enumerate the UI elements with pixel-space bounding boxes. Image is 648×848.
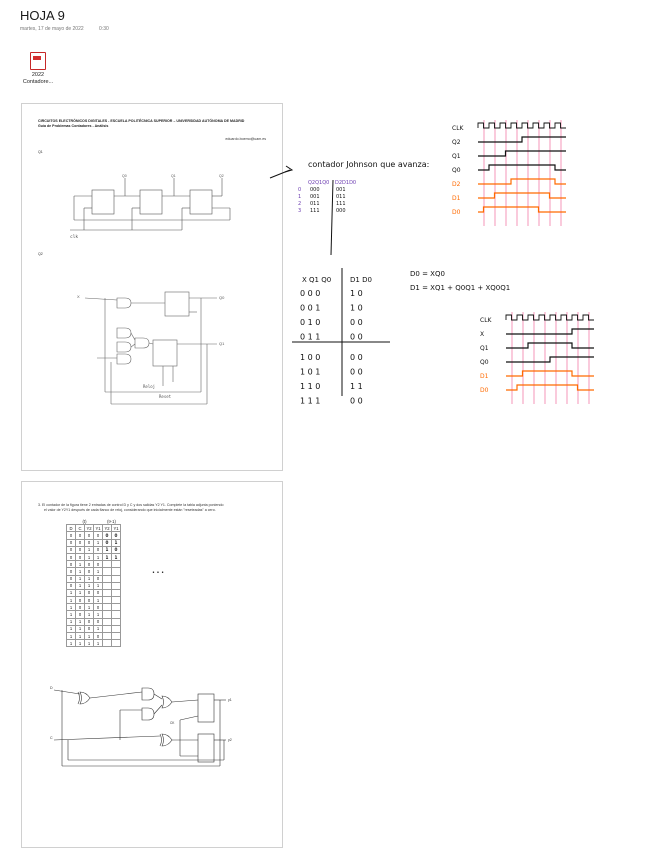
table-cell: 0 (85, 618, 94, 625)
question-3-line2: el valor de Y2Y1 después de cada flanco de reloj, considerando que inicialmente están "reseteadas" a cero. (44, 508, 216, 512)
waveform-trace (478, 193, 566, 198)
column-header: D (67, 525, 76, 532)
table-cell: 1 (94, 625, 103, 632)
table-cell[interactable]: 0 (103, 539, 112, 546)
waveform-trace (506, 357, 594, 362)
q0-output-label: Q0 (219, 295, 225, 300)
table-cell: 0 (94, 561, 103, 568)
ink-row-inputs: 0 0 0 (300, 289, 321, 298)
table-cell: 1 (85, 640, 94, 647)
ink-row-outputs: 1 0 (350, 289, 363, 298)
waveform-label: Q2 (452, 139, 461, 146)
table-cell: 1 (67, 604, 76, 611)
ink-row-inputs: 0 1 1 (300, 332, 321, 342)
note-title[interactable]: HOJA 9 (20, 8, 65, 23)
waveform-trace (478, 207, 566, 212)
table-cell: 1 (85, 611, 94, 618)
waveform-label: Q1 (480, 345, 489, 352)
table-cell: 0 (85, 589, 94, 596)
waveform-label: D2 (452, 181, 461, 188)
table-cell: 1 (94, 640, 103, 647)
column-header: Y2 (86, 525, 92, 531)
table-cell[interactable]: 1 (103, 553, 112, 560)
attachment-name: Contadore... (22, 79, 54, 85)
table-cell: 0 (94, 546, 103, 553)
table-cell: 1 (76, 640, 85, 647)
table-cell[interactable]: 1 (103, 546, 112, 553)
ink-state-d: 000 (336, 208, 346, 214)
table-cell: 0 (94, 604, 103, 611)
ink-state-q: 000 (310, 187, 320, 193)
head-t1: (t+1) (107, 518, 116, 524)
table-cell: 0 (67, 582, 76, 589)
table-cell: 1 (76, 582, 85, 589)
question-3-line1: 3. El contador de la figura tiene 2 entradas de control D y C y dos salidas Y2 Y1. Complete la tabla adjunta poniendo (38, 503, 224, 507)
table-cell: 1 (76, 575, 85, 582)
waveform-label: Q0 (480, 359, 489, 366)
table-cell[interactable]: 0 (103, 532, 112, 539)
ink-state-index: 1 (298, 194, 302, 200)
ink-table-1 (298, 187, 346, 214)
waveform-trace (478, 151, 566, 156)
q2-label: Q2 (219, 174, 224, 178)
ink-caption: contador Johnson que avanza: (308, 160, 430, 169)
table-cell: 1 (76, 568, 85, 575)
page1-email: eduardo.boemo@uam.es (225, 137, 266, 141)
ink-row-outputs: 0 0 (350, 318, 363, 327)
table-cell: 1 (67, 633, 76, 640)
table-cell: 1 (85, 553, 94, 560)
waveform-trace (478, 179, 566, 184)
ink-row-outputs: 1 0 (350, 303, 363, 313)
table-cell[interactable]: 0 (112, 532, 121, 539)
question-2: Q2 (38, 252, 43, 256)
note-date: martes, 17 de mayo de 2022 (20, 26, 84, 32)
table-cell: 1 (85, 604, 94, 611)
column-header: Y1 (95, 525, 101, 531)
table-cell: 1 (67, 611, 76, 618)
clk-label: clk (70, 235, 79, 240)
table-cell: 1 (67, 640, 76, 647)
ink-row-outputs: 1 1 (350, 382, 363, 391)
page1-header2: Guía de Problemas Contadores - Análisis (38, 124, 109, 128)
waveform-label: D1 (480, 373, 489, 380)
table-cell: 1 (94, 597, 103, 604)
table-cell: 1 (76, 625, 85, 632)
ink-row-inputs: 1 1 1 (300, 396, 321, 406)
table-cell: 0 (94, 575, 103, 582)
table-cell: 1 (67, 597, 76, 604)
attachment-year: 2022 (31, 72, 45, 78)
question-1: Q1 (38, 150, 43, 154)
ink-tbl2-head-d: D1 D0 (350, 276, 372, 284)
timing-diagram-2 (480, 312, 594, 404)
table-cell: 1 (76, 618, 85, 625)
table-cell[interactable]: 1 (112, 539, 121, 546)
table-cell: 0 (85, 532, 94, 539)
reloj-label: Reloj (143, 384, 156, 389)
ck-label: CK (170, 721, 175, 725)
table-cell: 0 (76, 611, 85, 618)
ink-dots: • • • (152, 570, 165, 576)
table-cell[interactable]: 1 (112, 553, 121, 560)
table-cell: 0 (67, 539, 76, 546)
table-cell: 1 (85, 582, 94, 589)
waveform-label: X (480, 331, 485, 338)
ink-tbl2-head-x: X Q1 Q0 (302, 276, 332, 284)
ink-tbl1-head-q: Q2Q1Q0 (308, 180, 330, 186)
table-cell: 0 (76, 532, 85, 539)
table-cell: 1 (67, 618, 76, 625)
waveform-trace (506, 385, 594, 390)
column-header: Y1 (113, 525, 119, 531)
waveform-label: Q0 (452, 167, 461, 174)
waveform-trace (478, 123, 566, 128)
waveform-label: D0 (480, 387, 489, 394)
table-cell[interactable]: 0 (112, 546, 121, 553)
table-cell: 0 (76, 604, 85, 611)
page1-header1: CIRCUITOS ELECTRÓNICOS DIGITALES - ESCUELA POLITÉCNICA SUPERIOR – UNIVERSIDAD AUTÓNOMA DE MADRID (38, 119, 245, 123)
table-cell: 0 (67, 568, 76, 575)
timing-diagram-1 (452, 120, 566, 226)
table-cell: 0 (67, 546, 76, 553)
ink-row-inputs: 1 0 1 (300, 367, 321, 377)
ink-eq-d1: D1 = XQ1 + Q0Q1 + XQ0Q1 (410, 284, 511, 292)
table-cell: 1 (85, 633, 94, 640)
ink-state-d: 111 (336, 201, 346, 207)
head-t: (t) (82, 518, 87, 524)
note-time: 0:30 (99, 26, 109, 32)
waveform-trace (478, 165, 566, 170)
reset-label: Reset (159, 394, 172, 399)
y2-output-label: y2 (228, 738, 232, 742)
ink-row-inputs: 1 0 0 (300, 353, 321, 362)
waveform-trace (506, 343, 594, 348)
waveform-trace (506, 371, 594, 376)
table-cell: 1 (67, 589, 76, 596)
table-cell: 1 (67, 625, 76, 632)
table-cell: 0 (76, 546, 85, 553)
column-header: Y2 (104, 525, 110, 531)
ink-state-index: 2 (298, 201, 302, 207)
d-input-label: D (50, 686, 53, 690)
waveform-label: CLK (452, 125, 464, 132)
ink-state-d: 001 (336, 187, 346, 193)
q1-label: Q1 (171, 174, 176, 178)
q0-label: Q0 (122, 174, 127, 178)
table-cell: 1 (94, 539, 103, 546)
table-cell: 1 (94, 568, 103, 575)
ink-eq-d0: D0 = XQ0 (410, 270, 445, 278)
table-cell: 0 (94, 618, 103, 625)
table-cell: 0 (67, 561, 76, 568)
ink-state-index: 0 (298, 187, 302, 193)
ink-state-d: 011 (336, 194, 346, 200)
table-cell: 1 (94, 553, 103, 560)
column-header: C (76, 525, 85, 532)
ink-tbl1-head-d: D2D1D0 (335, 180, 357, 186)
waveform-label: D0 (452, 209, 461, 216)
table-cell: 0 (85, 568, 94, 575)
table-cell: 1 (76, 589, 85, 596)
table-cell: 0 (94, 532, 103, 539)
table-cell: 0 (94, 633, 103, 640)
waveform-trace (506, 329, 594, 334)
y1-output-label: y1 (228, 698, 232, 702)
waveform-label: Q1 (452, 153, 461, 160)
ink-state-q: 111 (310, 208, 320, 214)
table-cell: 1 (94, 611, 103, 618)
waveform-label: D1 (452, 195, 461, 202)
table-cell: 0 (76, 553, 85, 560)
table-cell: 1 (76, 561, 85, 568)
c-input-label: C (50, 736, 53, 740)
table-cell: 0 (76, 597, 85, 604)
ink-row-outputs: 0 0 (350, 396, 363, 406)
table-cell: 0 (85, 625, 94, 632)
x-input-label: X (77, 294, 80, 299)
q1-output-label: Q1 (219, 341, 225, 346)
table-cell: 1 (76, 633, 85, 640)
ink-state-q: 011 (310, 201, 320, 207)
ink-state-index: 3 (298, 208, 302, 214)
ink-row-outputs: 0 0 (350, 353, 363, 362)
ink-row-outputs: 0 0 (350, 367, 363, 377)
table-cell: 1 (85, 575, 94, 582)
table-cell: 0 (67, 553, 76, 560)
ink-state-q: 001 (310, 194, 320, 200)
table-cell: 0 (67, 575, 76, 582)
table-cell: 0 (85, 597, 94, 604)
table-cell: 0 (94, 589, 103, 596)
ink-row-inputs: 1 1 0 (300, 382, 321, 391)
waveform-trace (478, 137, 566, 142)
waveform-trace (506, 315, 594, 320)
table-cell: 1 (94, 582, 103, 589)
waveform-label: CLK (480, 317, 492, 324)
table-cell: 0 (85, 561, 94, 568)
ink-table-2 (300, 289, 363, 406)
table-cell: 1 (85, 546, 94, 553)
ink-row-inputs: 0 0 1 (300, 303, 321, 313)
table-cell: 0 (85, 539, 94, 546)
table-cell: 0 (67, 532, 76, 539)
table-cell: 0 (76, 539, 85, 546)
ink-row-inputs: 0 1 0 (300, 318, 321, 327)
ink-row-outputs: 0 0 (350, 332, 363, 342)
